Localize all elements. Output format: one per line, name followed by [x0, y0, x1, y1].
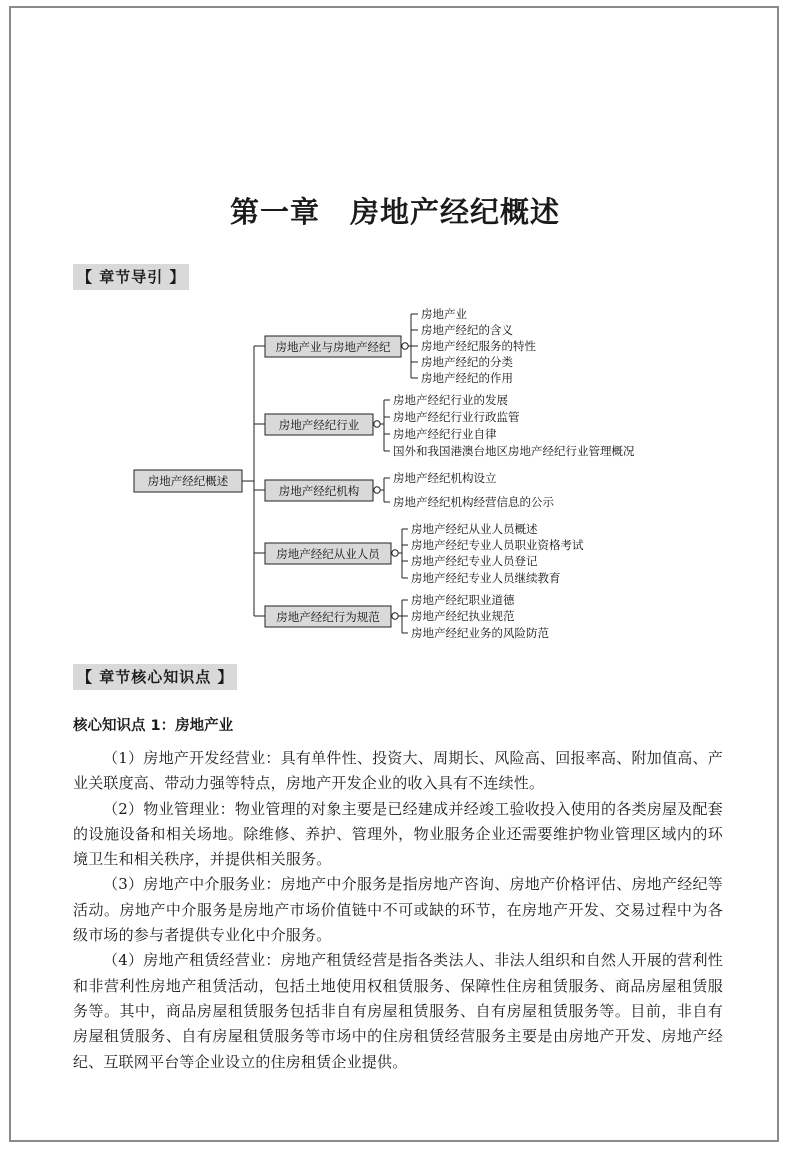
mindmap-branch-knob	[374, 421, 380, 427]
mindmap-branch-label: 房地产经纪行为规范	[276, 610, 380, 624]
mindmap-leaf: 房地产业	[421, 307, 467, 321]
mindmap-leaf-connectors	[398, 600, 408, 633]
mindmap-leaf: 房地产经纪职业道德	[411, 593, 515, 607]
paragraph: （4）房地产租赁经营业：房地产租赁经营是指各类法人、非法人组织和自然人开展的营利性和非营利性房地产租赁活动，包括土地使用权租赁服务、保障性住房租赁服务、商品房屋租赁服务等。其中，商品房屋租赁服务包括非自有房屋租赁服务、自有房屋租赁服务等。目前，非自有房屋租赁服务、自有房屋租赁服务等市场中的住房租赁经营服务主要是由房地产开发、房地产经纪、互联网平台等企业设立的住房租赁企业提供。	[73, 951, 723, 1071]
mindmap-branch-knob	[392, 613, 398, 619]
mindmap-leaf: 房地产经纪从业人员概述	[411, 522, 538, 536]
mindmap-leaf: 房地产经纪专业人员职业资格考试	[411, 538, 584, 552]
knowledge-point-body	[73, 746, 723, 1075]
section-core-label: 【 章节核心知识点 】	[73, 664, 237, 690]
mindmap-leaf: 房地产经纪行业行政监管	[393, 410, 520, 424]
mindmap-leaf-connectors	[408, 314, 418, 378]
mindmap-leaf: 国外和我国港澳台地区房地产经纪行业管理概况	[393, 444, 635, 458]
mindmap-leaf: 房地产经纪机构设立	[393, 471, 497, 485]
mindmap-leaf: 房地产经纪机构经营信息的公示	[393, 495, 554, 509]
mindmap-leaf-connectors	[380, 478, 390, 502]
mindmap-root-label: 房地产经纪概述	[147, 474, 229, 488]
mindmap-leaf-connectors	[398, 529, 408, 578]
mindmap-branch-label: 房地产经纪机构	[278, 484, 360, 498]
mindmap-leaf: 房地产经纪服务的特性	[421, 339, 536, 353]
mindmap-leaf: 房地产经纪行业的发展	[393, 393, 508, 407]
knowledge-point-heading: 核心知识点 1：房地产业	[73, 718, 234, 734]
mindmap-branch-label: 房地产经纪行业	[278, 418, 360, 432]
paragraph: （1）房地产开发经营业：具有单件性、投资大、周期长、风险高、回报率高、附加值高、产业关联度高、带动力强等特点，房地产开发企业的收入具有不连续性。	[73, 749, 723, 793]
section-guide-label: 【 章节导引 】	[73, 264, 189, 290]
mindmap-leaf-connectors	[380, 400, 390, 451]
mindmap-leaf: 房地产经纪业务的风险防范	[411, 626, 549, 640]
chapter-title: 第一章 房地产经纪概述	[229, 195, 560, 229]
mindmap-branch-knob	[402, 343, 408, 349]
mindmap-leaf: 房地产经纪执业规范	[411, 609, 515, 623]
mindmap-branch-knob	[374, 487, 380, 493]
mindmap-branch-label: 房地产业与房地产经纪	[275, 340, 391, 354]
paragraph: （3）房地产中介服务业：房地产中介服务是指房地产咨询、房地产价格评估、房地产经纪等活动。房地产中介服务是房地产市场价值链中不可或缺的环节，在房地产开发、交易过程中为各级市场的参与者提供专业化中介服务。	[73, 875, 723, 945]
mindmap-leaf: 房地产经纪的分类	[421, 355, 513, 369]
mindmap-leaf: 房地产经纪的作用	[421, 371, 513, 385]
mindmap-leaf: 房地产经纪的含义	[421, 323, 513, 337]
mindmap-branch-label: 房地产经纪从业人员	[276, 547, 380, 561]
mindmap-leaf: 房地产经纪专业人员继续教育	[411, 571, 561, 585]
paragraph: （2）物业管理业：物业管理的对象主要是已经建成并经竣工验收投入使用的各类房屋及配套的设施设备和相关场地。除维修、养护、管理外，物业服务企业还需要维护物业管理区域内的环境卫生和相关秩序，并提供相关服务。	[73, 799, 723, 869]
mindmap-leaf: 房地产经纪行业自律	[393, 427, 497, 441]
mindmap-branch-knob	[392, 550, 398, 556]
mindmap-leaf: 房地产经纪专业人员登记	[411, 554, 538, 568]
